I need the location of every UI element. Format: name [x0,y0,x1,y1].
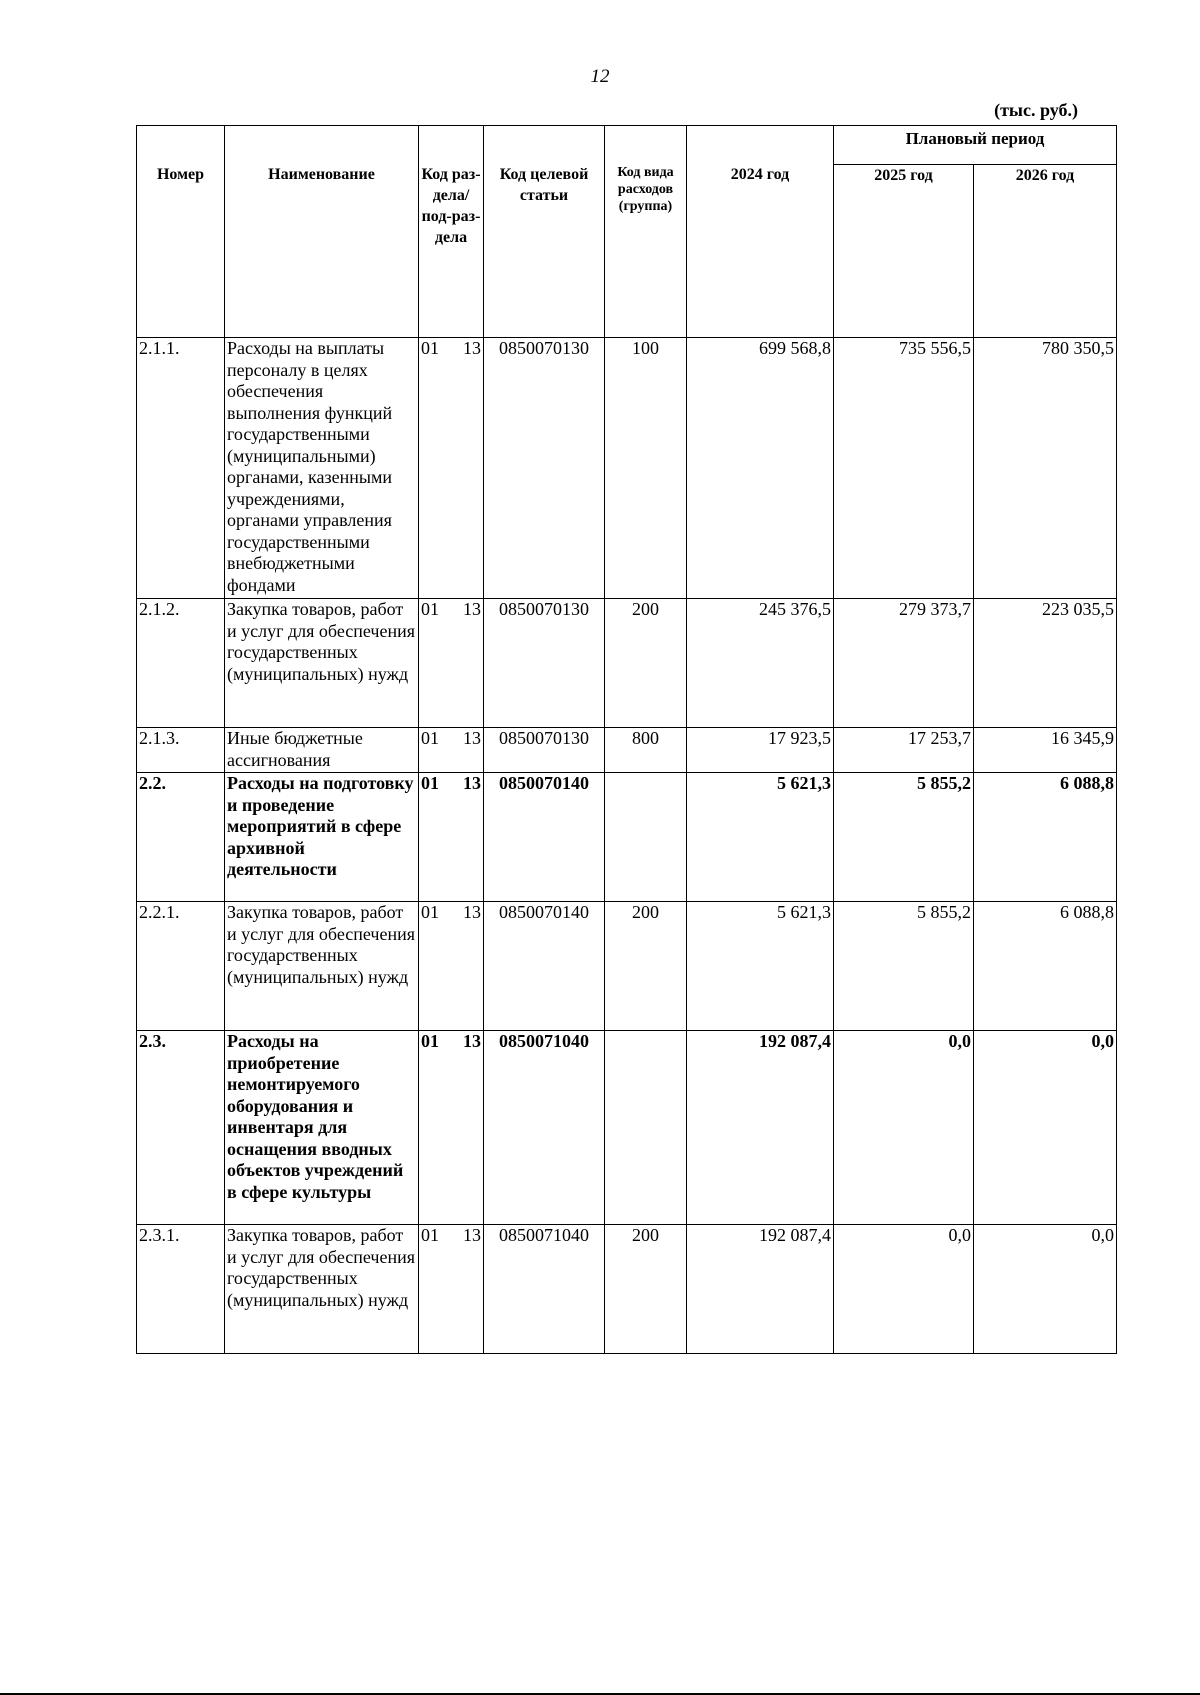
row-number: 2.2.1. [137,902,225,1031]
row-razdel: 01 [421,902,439,922]
row-name: Расходы на выплаты персоналу в целях обеспечения выполнения функций государственными (муниципальными) органами, казенными учреждениями, органами управления государственными внебюджетными фондами [225,338,419,599]
row-target-code: 0850070140 [484,902,605,1031]
row-name: Закупка товаров, работ и услуг для обеспечения государственных (муниципальных) нужд [225,902,419,1031]
row-target-code: 0850070140 [484,773,605,902]
table-row [137,1031,1117,1225]
row-2026: 0,0 [974,1225,1117,1354]
header-target-code: Код целевой статьи [484,126,605,338]
table-row [137,1225,1117,1354]
row-number: 2.3. [137,1031,225,1225]
row-number: 2.1.2. [137,599,225,728]
row-section-code [419,728,484,773]
header-year-2026: 2026 год [974,165,1117,338]
row-razdel: 01 [421,1225,439,1245]
table-row [137,728,1117,773]
row-expense-type: 200 [605,902,687,1031]
row-target-code: 0850070130 [484,338,605,599]
row-razdel: 01 [421,728,439,748]
row-razdel: 01 [421,599,439,619]
page-number: 12 [590,66,610,87]
row-2024: 192 087,4 [687,1031,834,1225]
row-2024: 5 621,3 [687,773,834,902]
header-number: Номер [137,126,225,338]
row-number: 2.1.3. [137,728,225,773]
row-section-code [419,1031,484,1225]
row-podrazdel: 13 [463,1225,481,1245]
row-2026: 0,0 [974,1031,1117,1225]
row-section-code [419,1225,484,1354]
row-number: 2.3.1. [137,1225,225,1354]
row-2025: 17 253,7 [834,728,974,773]
row-2025: 279 373,7 [834,599,974,728]
row-section-code [419,773,484,902]
row-2026: 780 350,5 [974,338,1117,599]
row-2024: 699 568,8 [687,338,834,599]
row-name: Закупка товаров, работ и услуг для обеспечения государственных (муниципальных) нужд [225,1225,419,1354]
header-plan-period: Плановый период [834,126,1117,165]
row-target-code: 0850071040 [484,1225,605,1354]
row-2025: 5 855,2 [834,902,974,1031]
header-expense-type: Код вида расходов (группа) [605,126,687,338]
row-section-code [419,902,484,1031]
row-2024: 5 621,3 [687,902,834,1031]
row-razdel: 01 [421,338,439,358]
row-2026: 6 088,8 [974,773,1117,902]
header-section-code: Код раз-дела/ под-раз-дела [419,126,484,338]
row-razdel: 01 [421,1031,439,1051]
row-2026: 16 345,9 [974,728,1117,773]
row-2024: 192 087,4 [687,1225,834,1354]
header-name: Наименование [225,126,419,338]
header-row [137,126,1117,165]
row-razdel: 01 [421,773,439,793]
row-number: 2.1.1. [137,338,225,599]
row-2025: 0,0 [834,1031,974,1225]
header-year-2024: 2024 год [687,126,834,338]
row-target-code: 0850070130 [484,728,605,773]
row-name: Закупка товаров, работ и услуг для обеспечения государственных (муниципальных) нужд [225,599,419,728]
header-year-2025: 2025 год [834,165,974,338]
row-target-code: 0850071040 [484,1031,605,1225]
budget-table [136,125,1117,1354]
row-2024: 245 376,5 [687,599,834,728]
row-podrazdel: 13 [463,728,481,748]
row-2026: 6 088,8 [974,902,1117,1031]
row-expense-type: 200 [605,599,687,728]
row-expense-type: 200 [605,1225,687,1354]
table-row [137,599,1117,728]
row-name: Расходы на подготовку и проведение мероприятий в сфере архивной деятельности [225,773,419,902]
row-podrazdel: 13 [463,1031,481,1051]
table-row [137,773,1117,902]
row-podrazdel: 13 [463,902,481,922]
row-target-code: 0850070130 [484,599,605,728]
table-row [137,902,1117,1031]
row-expense-type [605,1031,687,1225]
row-podrazdel: 13 [463,338,481,358]
row-2025: 735 556,5 [834,338,974,599]
row-section-code [419,599,484,728]
row-section-code [419,338,484,599]
row-expense-type: 100 [605,338,687,599]
row-2026: 223 035,5 [974,599,1117,728]
row-name: Иные бюджетные ассигнования [225,728,419,773]
row-2024: 17 923,5 [687,728,834,773]
row-expense-type: 800 [605,728,687,773]
row-number: 2.2. [137,773,225,902]
row-expense-type [605,773,687,902]
row-2025: 5 855,2 [834,773,974,902]
row-name: Расходы на приобретение немонтируемого оборудования и инвентаря для оснащения вводных объектов учреждений в сфере культуры [225,1031,419,1225]
row-podrazdel: 13 [463,773,481,793]
table-row [137,338,1117,599]
row-podrazdel: 13 [463,599,481,619]
units-label: (тыс. руб.) [994,100,1078,120]
row-2025: 0,0 [834,1225,974,1354]
